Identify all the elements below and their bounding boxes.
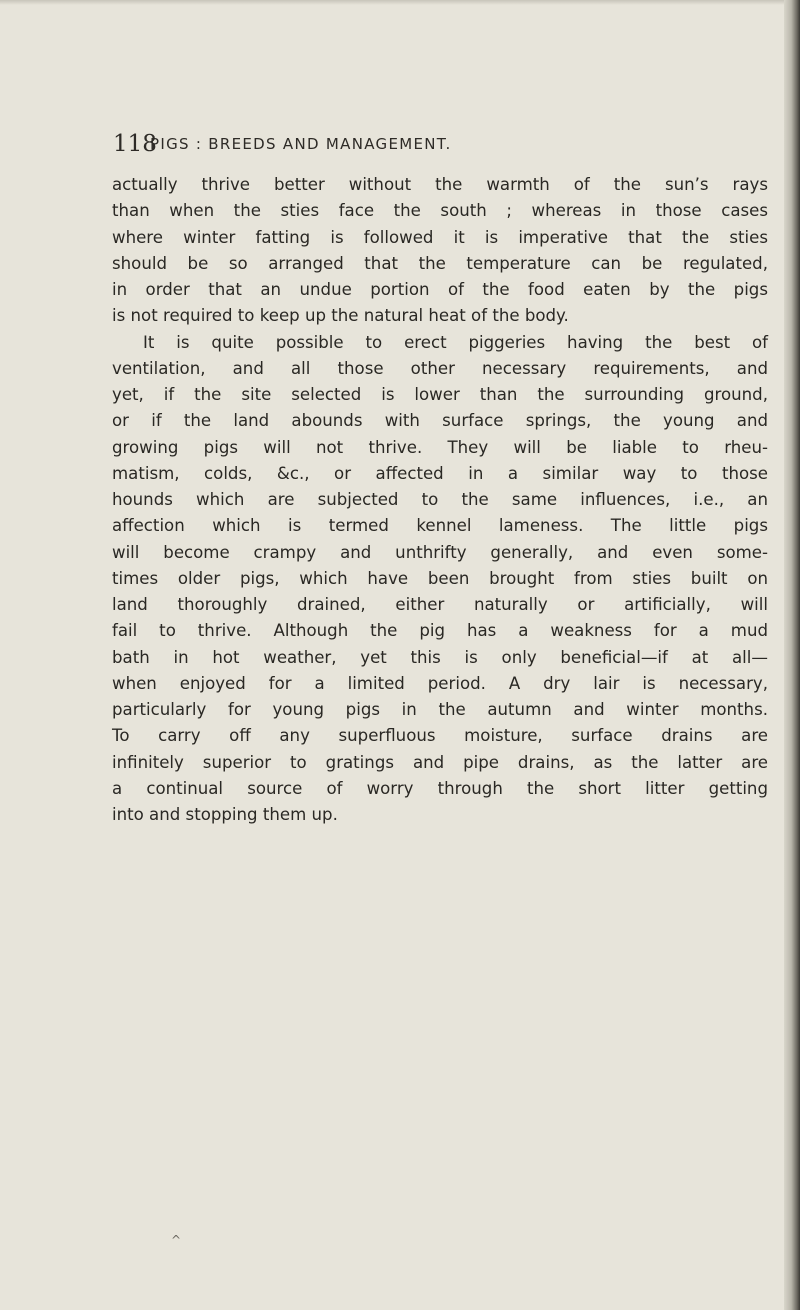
text-line: in order that an undue portion of the food eaten by the pigs (112, 280, 768, 299)
text-line: affection which is termed kennel lameness. The little pigs (112, 516, 768, 536)
text-line: matism, colds, &c., or affected in a similar way to those (112, 463, 768, 483)
text-line: or if the land abounds with surface springs, the young and (112, 411, 768, 431)
page-header (113, 133, 733, 163)
text-line: fail to thrive. Although the pig has a weakness for a mud (112, 621, 768, 641)
text-line: To carry off any superfluous moisture, surface drains are (112, 726, 768, 746)
text-line: infinitely superior to gratings and pipe drains, as the latter are (112, 752, 768, 772)
page-number: 118 (113, 131, 157, 157)
page-binding-edge (784, 0, 800, 1310)
stray-mark: ^ (171, 1233, 182, 1247)
text-line: should be so arranged that the temperature can be regulated, (112, 253, 768, 273)
text-line: yet, if the site selected is lower than the surrounding ground, (112, 385, 768, 404)
text-line: actually thrive better without the warmth of the sun’s rays (112, 175, 768, 194)
text-line: a continual source of worry through the short litter getting (112, 778, 768, 798)
text-line: growing pigs will not thrive. They will be liable to rheu- (112, 437, 768, 457)
text-line: when enjoyed for a limited period. A dry lair is necessary, (112, 673, 768, 693)
text-line: is not required to keep up the natural heat of the body. (112, 306, 569, 326)
text-line: will become crampy and unthrifty generally, and even some- (112, 542, 768, 562)
text-line: bath in hot weather, yet this is only beneficial—if at all— (112, 647, 768, 667)
text-line: times older pigs, which have been brought from sties built on (112, 568, 768, 588)
text-line: into and stopping them up. (112, 805, 338, 824)
text-line: It is quite possible to erect piggeries having the best of (143, 332, 768, 352)
running-head: PIGS : BREEDS AND MANAGEMENT. (150, 135, 452, 153)
text-line: ventilation, and all those other necessary requirements, and (112, 358, 768, 378)
body-text (112, 172, 768, 828)
text-line: where winter fatting is followed it is imperative that the sties (112, 227, 768, 247)
page-top-edge (0, 0, 800, 5)
text-line: hounds which are subjected to the same influences, i.e., an (112, 490, 768, 509)
text-line: than when the sties face the south ; whereas in those cases (112, 201, 768, 221)
text-line: land thoroughly drained, either naturally or artificially, will (112, 595, 768, 614)
text-line: particularly for young pigs in the autumn and winter months. (112, 700, 768, 719)
